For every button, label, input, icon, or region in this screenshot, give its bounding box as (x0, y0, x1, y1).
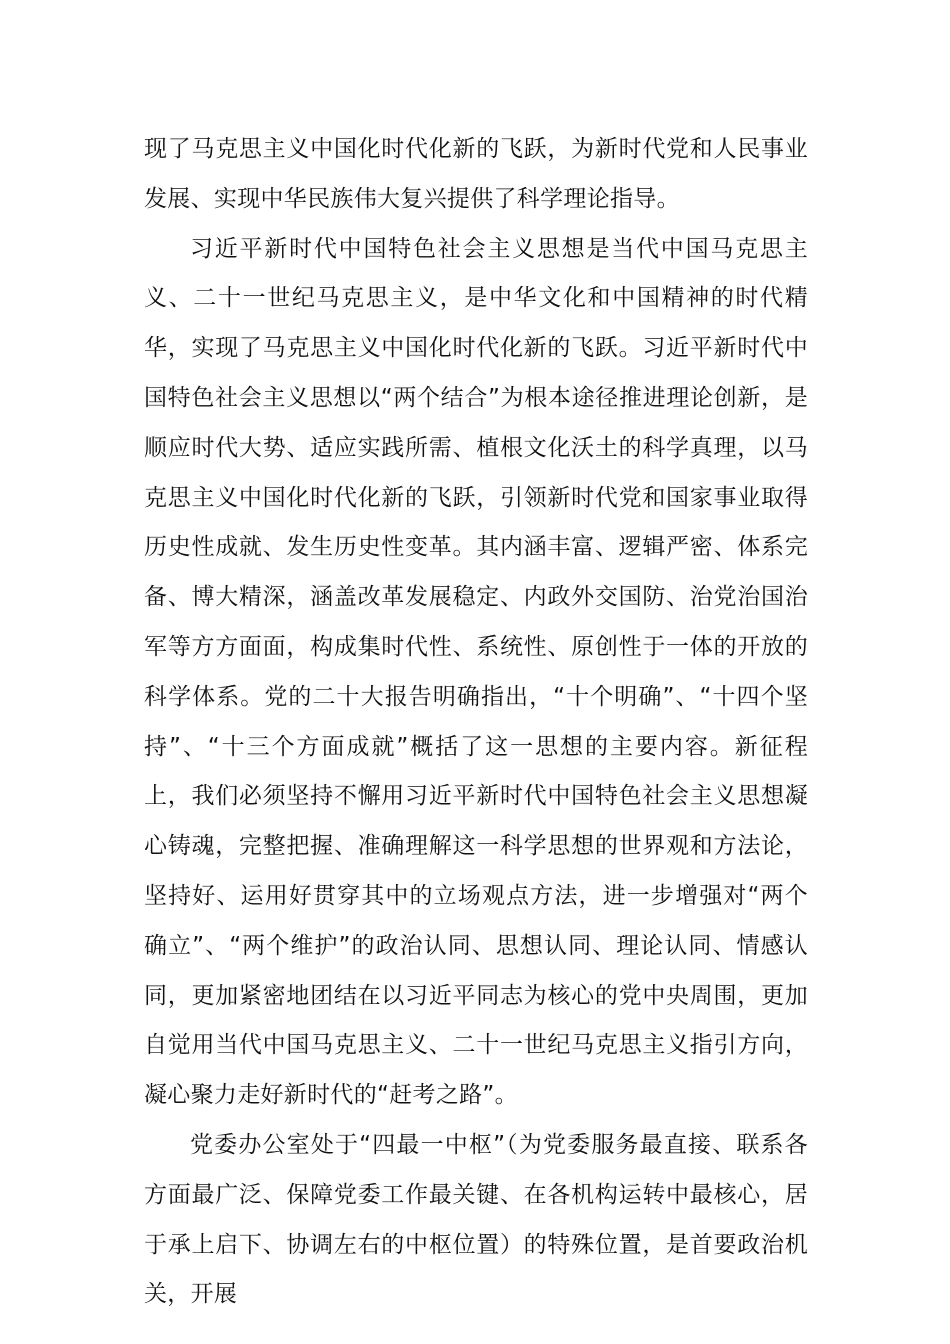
paragraph-xi-thought: 习近平新时代中国特色社会主义思想是当代中国马克思主义、二十一世纪马克思主义，是中华文化和中国精神的时代精华，实现了马克思主义中国化时代化新的飞跃。习近平新时代中国特色社会主义思想以“两个结合”为根本途径推进理论创新，是顺应时代大势、适应实践所需、植根文化沃土的科学真理，以马克思主义中国化时代化新的飞跃，引领新时代党和国家事业取得历史性成就、发生历史性变革。其内涵丰富、逻辑严密、体系完备、博大精深，涵盖改革发展稳定、内政外交国防、治党治国治军等方方面面，构成集时代性、系统性、原创性于一体的开放的科学体系。党的二十大报告明确指出，“十个明确”、“十四个坚持”、“十三个方面成就”概括了这一思想的主要内容。新征程上，我们必须坚持不懈用习近平新时代中国特色社会主义思想凝心铸魂，完整把握、准确理解这一科学思想的世界观和方法论，坚持好、运用好贯穿其中的立场观点方法，进一步增强对“两个确立”、“两个维护”的政治认同、思想认同、理论认同、情感认同，更加紧密地团结在以习近平同志为核心的党中央周围，更加自觉用当代中国马克思主义、二十一世纪马克思主义指引方向，凝心聚力走好新时代的“赶考之路”。 (144, 235, 808, 1109)
body-text (144, 125, 808, 1320)
paragraph-continuation: 现了马克思主义中国化时代化新的飞跃，为新时代党和人民事业发展、实现中华民族伟大复兴提供了科学理论指导。 (144, 136, 808, 212)
paragraph-party-office: 党委办公室处于“四最一中枢”（为党委服务最直接、联系各方面最广泛、保障党委工作最关键、在各机构运转中最核心，居于承上启下、协调左右的中枢位置）的特殊位置，是首要政治机关，开展 (144, 1131, 808, 1308)
